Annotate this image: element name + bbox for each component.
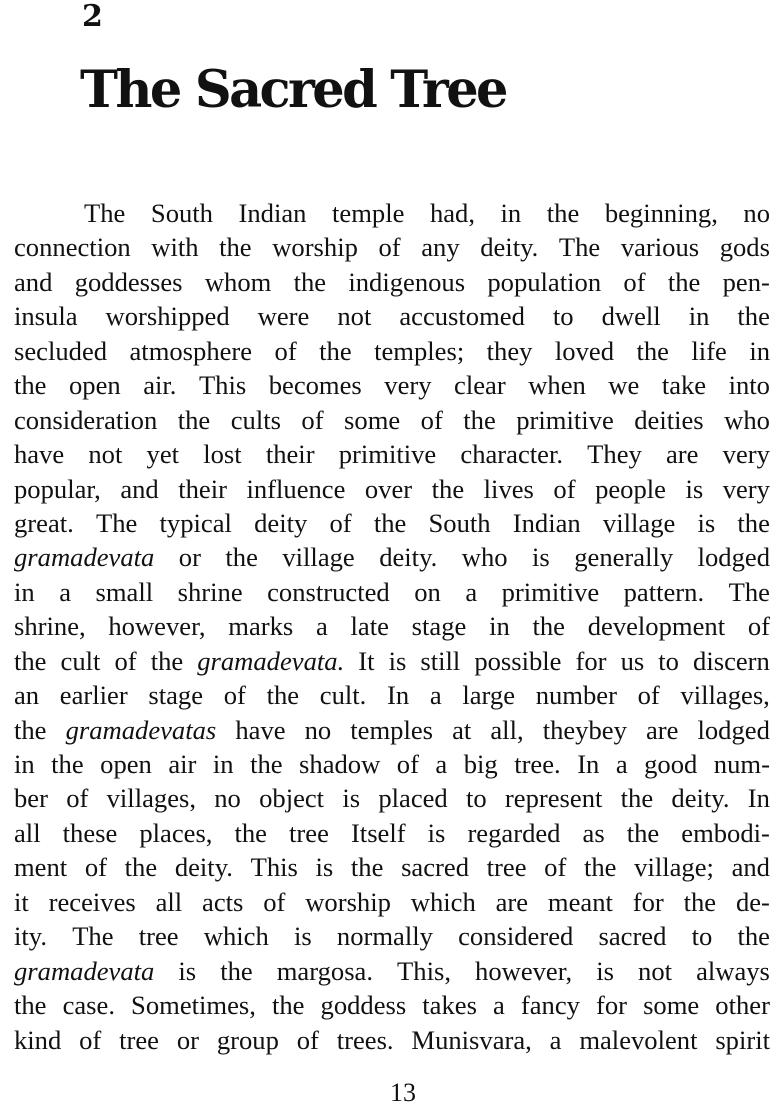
page-number: 13 <box>390 1078 416 1107</box>
text-line: the open air. This becomes very clear when we take into <box>14 370 770 401</box>
text-line: connection with the worship of any deity. The various gods <box>14 232 770 263</box>
text-line: popular, and their influence over the lives of people is very <box>14 473 770 504</box>
text-line: the gramadevatas have no temples at all, theybey are lodged <box>14 714 770 745</box>
text-line: in a small shrine constructed on a primitive pattern. The <box>14 576 770 607</box>
text-line: gramadevata or the village deity. who is generally lodged <box>14 542 770 573</box>
text-line: The South Indian temple had, in the beginning, no <box>84 198 770 228</box>
text-line: secluded atmosphere of the temples; they loved the life in <box>14 335 770 366</box>
text-line: kind of tree or group of trees. Munisvara, a malevolent spirit <box>14 1024 770 1055</box>
text-line: and goddesses whom the indigenous population of the pen- <box>14 266 770 297</box>
text-line: all these places, the tree Itself is regarded as the embodi- <box>14 817 770 848</box>
text-line: have not yet lost their primitive character. They are very <box>14 439 770 470</box>
text-line: it receives all acts of worship which are meant for the de- <box>14 886 770 917</box>
text-line: ber of villages, no object is placed to represent the deity. In <box>14 783 770 814</box>
text-line: the cult of the gramadevata. It is still possible for us to discern <box>14 645 770 676</box>
chapter-number: 2 <box>82 0 103 34</box>
text-line: shrine, however, marks a late stage in the development of <box>14 611 770 642</box>
chapter-title: The Sacred Tree <box>80 60 506 120</box>
text-line: the case. Sometimes, the goddess takes a fancy for some other <box>14 990 770 1021</box>
text-line: insula worshipped were not accustomed to dwell in the <box>14 301 770 332</box>
text-line: gramadevata is the margosa. This, however, is not always <box>14 955 770 986</box>
text-line: great. The typical deity of the South Indian village is the <box>14 507 770 538</box>
text-line: an earlier stage of the cult. In a large number of villages, <box>14 680 770 711</box>
text-line: ity. The tree which is normally considered sacred to the <box>14 921 770 952</box>
body-paragraph <box>14 196 770 1057</box>
text-line: consideration the cults of some of the primitive deities who <box>14 404 770 435</box>
text-line: in the open air in the shadow of a big tree. In a good num- <box>14 749 770 779</box>
text-line: ment of the deity. This is the sacred tree of the village; and <box>14 852 770 883</box>
